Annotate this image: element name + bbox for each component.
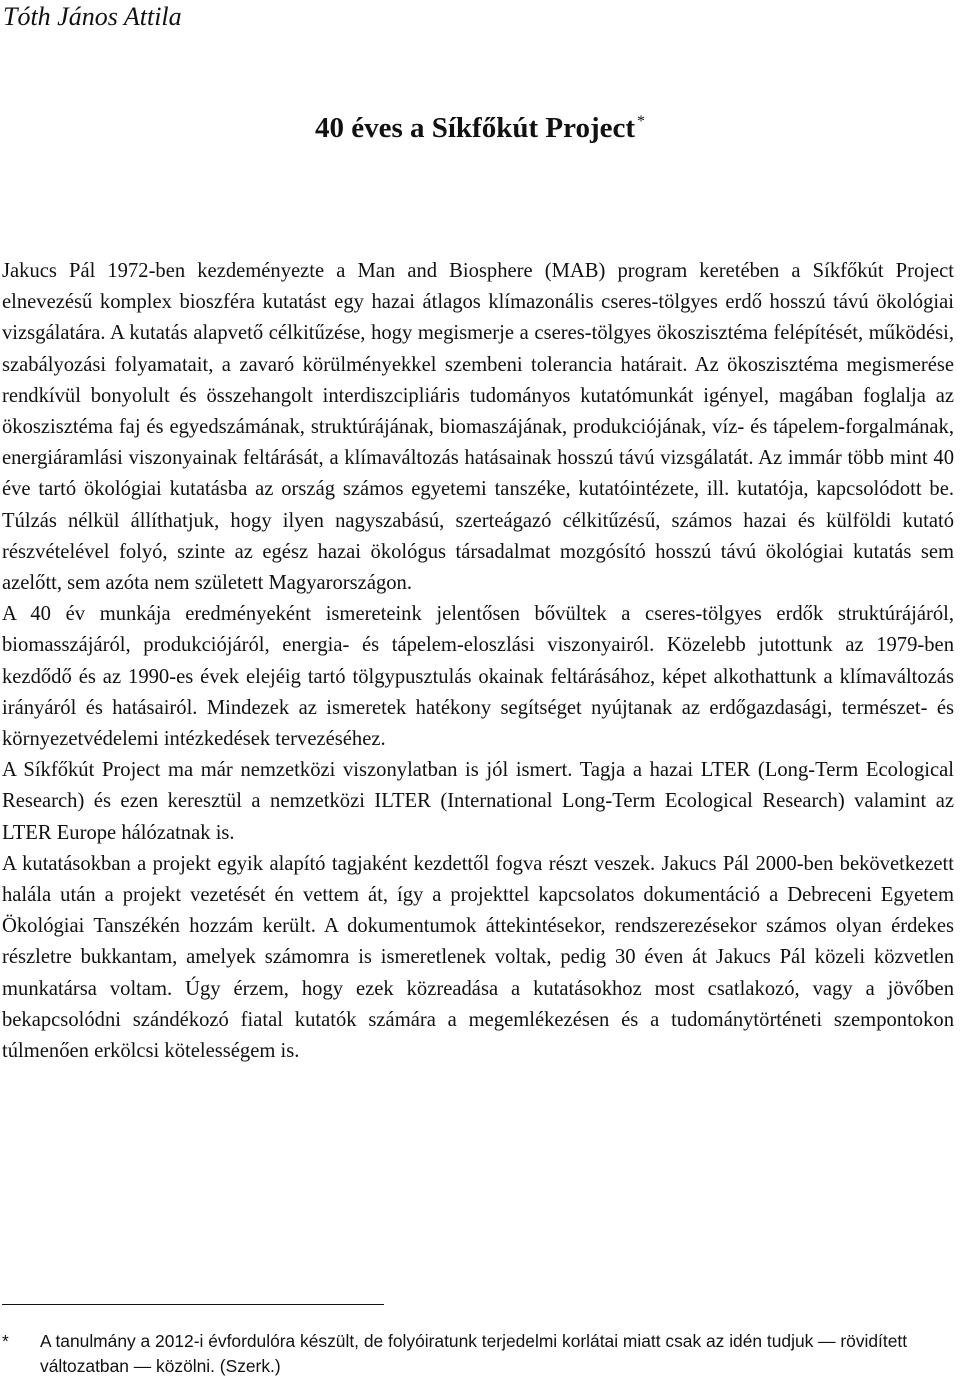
article-title-text: 40 éves a Síkfőkút Project (314, 112, 636, 144)
footnote-reference-mark[interactable]: * (637, 113, 646, 130)
article-title (0, 110, 960, 146)
author-name: Tóth János Attila (3, 2, 182, 31)
paragraph-2: A 40 év munkája eredményeként ismereteink jelentősen bővültek a cseres-tölgyes erdők struktúrájáról, biomasszájáról, produkciójáról, energia- és tápelem-eloszlási viszonyairól. Közelebb jutottunk az 1979-ben kezdődő és az 1990-es évek elejéig tartó tölgypusztulás okainak feltárásához, képet alkothattunk a klímaváltozás irányáról és hatásairól. Mindezek az ismeretek hatékony segítséget nyújtanak az erdőgazdasági, természet- és környezetvédelemi intézkedések tervezéséhez. (2, 603, 954, 751)
footnote-separator (2, 1304, 384, 1305)
footnote-text: A tanulmány a 2012-i évfordulóra készült, de folyóiratunk terjedelmi korlátai miatt csak az idén tudjuk — rövidített változatban — közölni. (Szerk.) (40, 1331, 908, 1376)
paragraph-1: Jakucs Pál 1972-ben kezdeményezte a Man and Biosphere (MAB) program keretében a Síkfőkút Project elnevezésű komplex bioszféra kutatást egy hazai átlagos klímazonális cseres-tölgyes erdő hosszú távú ökológiai vizsgálatára. A kutatás alapvető célkitűzése, hogy megismerje a cseres-tölgyes ökoszisztéma felépítését, működési, szabályozási folyamatait, a zavaró körülményekkel szembeni tolerancia határait. Az ökoszisztéma megismerése rendkívül bonyolult és összehangolt interdiszcipliáris tudományos kutatómunkát igényel, magában foglalja az ökoszisztéma faj és egyedszámának, struktúrájának, biomaszájának, produkciójának, víz- és tápelem-forgalmának, energiáramlási viszonyainak feltárását, a klímaváltozás hatásainak hosszú távú vizsgálatát. Az immár több mint 40 éve tartó ökológiai kutatásba az ország számos egyetemi tanszéke, kutatóintézete, ill. kutatója, kapcsolódott be. Túlzás nélkül állíthatjuk, hogy ilyen nagyszabású, szerteágazó célkitűzésű, számos hazai és külföldi kutató részvételével folyó, szinte az egész hazai ökológus társadalmat mozgósító hosszú távú ökológiai kutatás sem azelőtt, sem azóta nem született Magyarországon. (2, 260, 954, 595)
footnote-mark: * (2, 1331, 9, 1351)
footnote (2, 1329, 954, 1379)
paragraph-3: A Síkfőkút Project ma már nemzetközi viszonylatban is jól ismert. Tagja a hazai LTER (Long-Term Ecological Research) és ezen keresztül a nemzetközi ILTER (International Long-Term Ecological Research) valamint az LTER Europe hálózatnak is. (2, 759, 954, 844)
article-body (2, 256, 954, 1067)
paragraph-4: A kutatásokban a projekt egyik alapító tagjaként kezdettől fogva részt veszek. Jakucs Pál 2000-ben bekövetkezett halála után a projekt vezetését én vettem át, így a projekttel kapcsolatos dokumentáció a Debreceni Egyetem Ökológiai Tanszékén hozzám került. A dokumentumok áttekintésekor, rendszerezésekor számos olyan érdekes részletre bukkantam, amelyek számomra is ismeretlenek voltak, pedig 30 éven át Jakucs Pál közeli közvetlen munkatársa voltam. Úgy érzem, hogy ezek közreadása a kutatásokhoz most csatlakozó, vagy a jövőben bekapcsolódni szándékozó fiatal kutatók számára a megemlékezésen és a tudománytörténeti szempontokon túlmenően erkölcsi kötelességem is. (2, 852, 954, 1063)
